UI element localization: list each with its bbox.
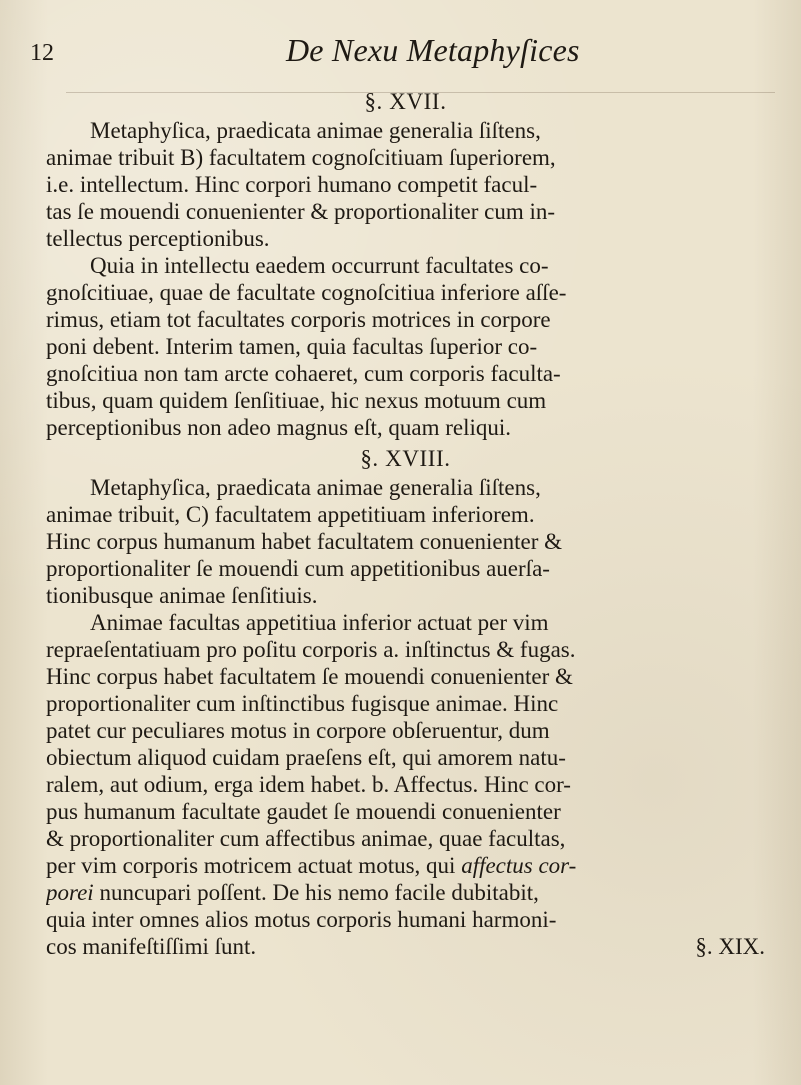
text-span: per vim corporis motricem actuat motus, qui bbox=[46, 853, 456, 878]
text-line: tibus, quam quidem ſenſitiuae, hic nexus motuum cum bbox=[46, 388, 547, 413]
text-line: i.e. intellectum. Hinc corpori humano competit facul- bbox=[46, 172, 538, 197]
text-line: Hinc corpus humanum habet facultatem conuenienter & bbox=[46, 529, 563, 554]
text-line: pus humanum facultate gaudet ſe mouendi conuenienter bbox=[46, 799, 561, 824]
section-heading-xvii: §. XVII. bbox=[364, 89, 447, 114]
text-line: animae tribuit B) facultatem cognoſcitiuam ſuperiorem, bbox=[46, 145, 556, 170]
italic-term: porei bbox=[46, 880, 94, 905]
text-line: tas ſe mouendi conuenienter & proportionaliter cum in- bbox=[46, 199, 556, 224]
text-line: ralem, aut odium, erga idem habet. b. Affectus. Hinc cor- bbox=[46, 772, 571, 797]
text-line: Metaphyſica, praedicata animae generalia ſiſtens, bbox=[90, 118, 541, 143]
text-line: poni debent. Interim tamen, quia facultas ſuperior co- bbox=[46, 334, 538, 359]
text-span: nuncupari poſſent. De his nemo facile dubitabit, bbox=[99, 880, 539, 905]
text-line: gnoſcitiuae, quae de facultate cognoſcitiua inferiore aſſe- bbox=[46, 280, 567, 305]
text-line: Animae facultas appetitiua inferior actuat per vim bbox=[90, 610, 549, 635]
final-line-with-catchword bbox=[46, 933, 765, 960]
running-title: De Nexu Metaphyſices bbox=[286, 32, 580, 68]
text-line: Metaphyſica, praedicata animae generalia ſiſtens, bbox=[90, 475, 541, 500]
text-line: tellectus perceptionibus. bbox=[46, 226, 270, 251]
page-number: 12 bbox=[30, 40, 54, 66]
text-line: animae tribuit, C) facultatem appetitiuam inferiorem. bbox=[46, 502, 535, 527]
text-line: patet cur peculiares motus in corpore obſeruentur, dum bbox=[46, 718, 550, 743]
catchword: §. XIX. bbox=[695, 934, 765, 959]
text-line: rimus, etiam tot facultates corporis motrices in corpore bbox=[46, 307, 551, 332]
main-text bbox=[46, 88, 765, 960]
section-heading-xviii: §. XVIII. bbox=[360, 446, 451, 471]
italic-term: affectus cor- bbox=[461, 853, 577, 878]
text-line: Hinc corpus habet facultatem ſe mouendi conuenienter & bbox=[46, 664, 573, 689]
text-line-porei bbox=[46, 879, 765, 906]
page-header bbox=[0, 30, 801, 76]
text-line: repraeſentatiuam pro poſitu corporis a. inſtinctus & fugas. bbox=[46, 637, 576, 662]
text-line: proportionaliter cum inſtinctibus fugisque animae. Hinc bbox=[46, 691, 559, 716]
text-line: & proportionaliter cum affectibus animae, quae facultas, bbox=[46, 826, 566, 851]
text-line: obiectum aliquod cuidam praeſens eſt, qui amorem natu- bbox=[46, 745, 566, 770]
text-line: perceptionibus non adeo magnus eſt, quam reliqui. bbox=[46, 415, 511, 440]
text-line: tionibusque animae ſenſitiuis. bbox=[46, 583, 318, 608]
text-line: quia inter omnes alios motus corporis humani harmoni- bbox=[46, 907, 557, 932]
text-line: Quia in intellectu eaedem occurrunt facultates co- bbox=[90, 253, 549, 278]
text-line-affectus bbox=[46, 852, 765, 879]
text-line: gnoſcitiua non tam arcte cohaeret, cum corporis faculta- bbox=[46, 361, 561, 386]
text-line: proportionaliter ſe mouendi cum appetitionibus auerſa- bbox=[46, 556, 550, 581]
final-text: cos manifeſtiſſimi ſunt. bbox=[46, 934, 257, 959]
